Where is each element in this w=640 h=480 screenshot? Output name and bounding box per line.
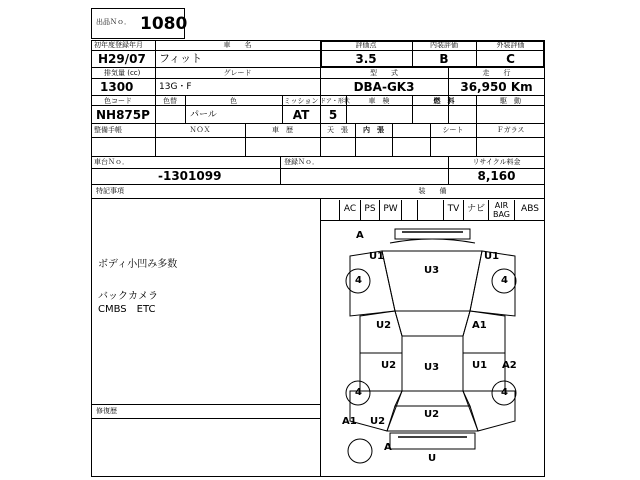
equipment-abs: ABS xyxy=(521,204,539,214)
mission-label: ミッション xyxy=(283,97,319,105)
damage-mark-right-front-door: A1 xyxy=(472,320,487,331)
damage-mark-wheel-rr: 4 xyxy=(501,387,508,398)
interior-rating-value: B xyxy=(439,52,449,66)
exterior-rating-label: 外装評価 xyxy=(496,41,525,49)
equipment-navi: ナビ xyxy=(464,200,489,220)
car-name-label: 車 名 xyxy=(223,41,252,49)
displacement-value: 1300 xyxy=(100,80,134,94)
grade-label: グレード xyxy=(223,69,252,77)
notes-text-damage: ボディ小凹み多数 xyxy=(98,259,178,270)
spare-tire-mark xyxy=(348,439,372,463)
chassis-number-value: -1301099 xyxy=(158,169,222,183)
headliner-label: 天 張 xyxy=(327,126,348,134)
damage-mark-left-rear-door: U2 xyxy=(381,360,397,371)
lot-number-box xyxy=(91,8,188,39)
first-registration-value: H29/07 xyxy=(98,52,146,66)
damage-mark-wheel-fr: 4 xyxy=(501,275,508,286)
equipment-tv: TV xyxy=(444,200,464,220)
damage-mark-front-right: U1 xyxy=(484,251,500,262)
color-code-label: 色コード xyxy=(104,97,132,105)
damage-mark-rear-left: A1 xyxy=(342,416,357,427)
equipment-strip xyxy=(320,198,545,220)
damage-mark-wheel-rl: 4 xyxy=(355,387,362,398)
drive-label: 駆 動 xyxy=(500,97,521,105)
vehicle-inspection-label: 車 検 xyxy=(368,97,390,105)
repaint-label: 色替 xyxy=(163,97,177,105)
equipment-ac: AC xyxy=(340,200,361,220)
lot-number-label: 出品Ｎｏ． xyxy=(96,18,131,26)
lot-number-value: 1080 xyxy=(140,14,188,34)
color-code-value: NH875P xyxy=(96,108,150,122)
model-code-value: DBA-GK3 xyxy=(353,80,415,94)
mission-value: AT xyxy=(292,108,310,122)
equipment-ps: PS xyxy=(361,200,380,220)
chassis-number-label: 車台Ｎｏ． xyxy=(94,158,129,166)
exterior-rating-value: C xyxy=(506,52,515,66)
repair-history-label: 修復歴 xyxy=(96,407,117,415)
equipment-slot-empty xyxy=(402,200,418,220)
score-label: 評価点 xyxy=(355,41,377,49)
damage-mark-right-quarter: A2 xyxy=(502,360,517,371)
equipment-header: 装 備 xyxy=(418,187,447,195)
displacement-label: 排気量 (cc) xyxy=(104,69,141,77)
registration-number-label: 登録Ｎｏ． xyxy=(284,158,319,166)
damage-mark-front-left: U1 xyxy=(369,251,385,262)
car-name-value: フィット xyxy=(159,52,203,65)
score-value: 3.5 xyxy=(355,52,377,66)
equipment-pw: PW xyxy=(380,200,402,220)
door-shape-label: ドア・形状 xyxy=(320,98,350,105)
mileage-value: 36,950 Km xyxy=(460,80,533,94)
damage-mark-hood: U3 xyxy=(424,265,440,276)
interior-trim-label: 内 張 xyxy=(363,126,384,134)
first-registration-label: 初年度登録年月 xyxy=(94,41,143,49)
notes-header: 特記事項 xyxy=(96,187,124,195)
door-shape-value: 5 xyxy=(328,108,338,122)
front-glass-label: Ｆガラス xyxy=(496,126,525,134)
recycle-fee-label: リサイクル料金 xyxy=(472,158,521,166)
equipment-airbag: AIR BAG xyxy=(489,200,515,220)
notes-text-equipment: バックカメラ CMBS ETC xyxy=(98,291,158,315)
equipment-slot-empty xyxy=(320,200,340,220)
damage-mark-left-front-door: U2 xyxy=(376,320,392,331)
color-value: パール xyxy=(190,110,217,120)
damage-mark-wheel-fl: 4 xyxy=(355,275,362,286)
damage-mark-rear-left-quarter: U2 xyxy=(370,416,386,427)
nox-label: ＮＯＸ xyxy=(189,126,211,134)
vehicle-history-label: 車 歴 xyxy=(272,126,293,134)
damage-mark-roof: U3 xyxy=(424,362,440,373)
seat-label: シート xyxy=(442,126,464,134)
model-code-label: 型 式 xyxy=(370,69,398,77)
color-label: 色 xyxy=(230,97,237,105)
service-manual-label: 整備手帳 xyxy=(94,126,122,134)
damage-mark-right-rear-door: U1 xyxy=(472,360,488,371)
grade-value: 13G・F xyxy=(159,82,192,92)
interior-rating-label: 内装評価 xyxy=(430,41,458,49)
mileage-label: 走 行 xyxy=(482,69,511,77)
recycle-fee-value: 8,160 xyxy=(477,169,516,183)
equipment-slot-empty xyxy=(418,200,444,220)
car-damage-diagram xyxy=(320,221,545,476)
damage-mark-rear-bumper: A xyxy=(384,442,392,453)
damage-mark-front-bumper: A xyxy=(356,230,364,241)
fuel-label: 燃 料 xyxy=(433,97,455,105)
damage-mark-trunk: U2 xyxy=(424,409,440,420)
damage-mark-rear-bottom: U xyxy=(428,453,437,464)
